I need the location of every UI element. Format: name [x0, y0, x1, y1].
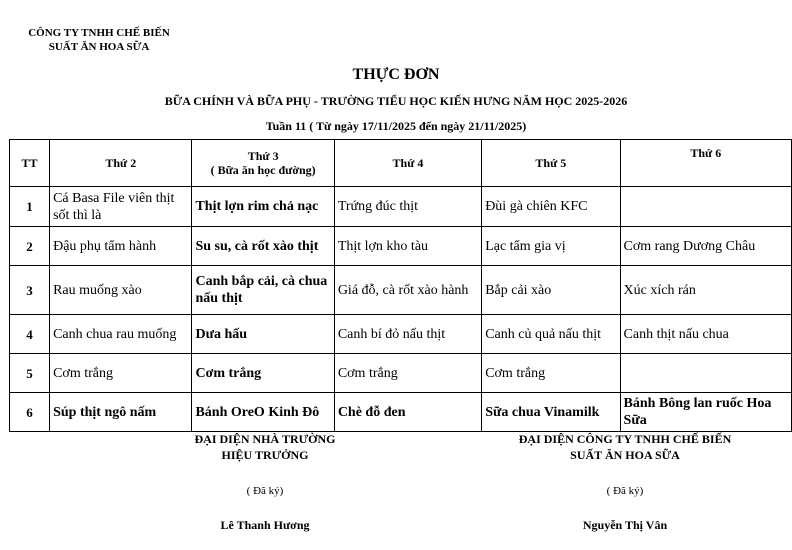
menu-cell-thursday: Cơm trắng: [482, 354, 620, 393]
school-principal-title: HIỆU TRƯỞNG: [221, 448, 309, 462]
menu-cell-friday: Canh thịt nấu chua: [620, 315, 791, 354]
menu-cell-friday: [620, 187, 791, 227]
menu-cell-thursday: Bắp cải xào: [482, 266, 620, 315]
menu-cell-thursday: Đùi gà chiên KFC: [482, 187, 620, 227]
menu-cell-thursday: Canh củ quả nấu thịt: [482, 315, 620, 354]
menu-cell-wednesday: Trứng đúc thịt: [334, 187, 481, 227]
page-subtitle: BỮA CHÍNH VÀ BỮA PHỤ - TRƯỜNG TIỂU HỌC KIẾN HƯNG NĂM HỌC 2025-2026: [164, 94, 628, 108]
header-tuesday: [192, 140, 334, 187]
row-number: 1: [10, 187, 50, 227]
table-row: [10, 266, 792, 315]
company-representative-subtitle: SUẤT ĂN HOA SỮA: [570, 448, 680, 462]
page-title: THỰC ĐƠN: [352, 66, 440, 83]
menu-cell-tuesday: Dưa hấu: [192, 315, 334, 354]
school-representative-title: ĐẠI DIỆN NHÀ TRƯỜNG: [194, 432, 336, 446]
header-monday: Thứ 2: [50, 140, 192, 187]
header-wednesday: Thứ 4: [334, 140, 481, 187]
header-tuesday-note: ( Bữa ăn học đường): [210, 163, 316, 177]
company-representative-title: ĐẠI DIỆN CÔNG TY TNHH CHẾ BIẾN: [518, 432, 732, 446]
menu-cell-wednesday: Canh bí đỏ nấu thịt: [334, 315, 481, 354]
menu-cell-monday: Cơm trắng: [50, 354, 192, 393]
menu-cell-monday: Cá Basa File viên thịt sốt thì là: [50, 187, 192, 227]
school-signed-note: ( Đã ký): [246, 485, 284, 497]
menu-cell-tuesday: Cơm trắng: [192, 354, 334, 393]
menu-cell-tuesday: Canh bắp cải, cà chua nấu thịt: [192, 266, 334, 315]
school-signature-block: [140, 431, 390, 463]
menu-cell-thursday: Sữa chua Vinamilk: [482, 393, 620, 432]
table-header-row: [10, 140, 792, 187]
menu-cell-wednesday: Thịt lợn kho tàu: [334, 227, 481, 266]
table-row: [10, 354, 792, 393]
week-range: Tuần 11 ( Từ ngày 17/11/2025 đến ngày 21/11/2025): [265, 119, 527, 133]
menu-cell-wednesday: Chè đỗ đen: [334, 393, 481, 432]
table-row: [10, 187, 792, 227]
table-row: [10, 227, 792, 266]
menu-cell-monday: Rau muống xào: [50, 266, 192, 315]
header-tuesday-label: Thứ 3: [247, 149, 279, 163]
menu-cell-wednesday: Giá đỗ, cà rốt xào hành: [334, 266, 481, 315]
company-signature-block: [480, 431, 770, 463]
row-number: 4: [10, 315, 50, 354]
school-signer-name: Lê Thanh Hương: [220, 518, 310, 532]
company-signer-name: Nguyễn Thị Vân: [582, 518, 668, 532]
row-number: 2: [10, 227, 50, 266]
company-name: [14, 26, 184, 54]
menu-cell-monday: Đậu phụ tẩm hành: [50, 227, 192, 266]
menu-cell-tuesday: Thịt lợn rim chả nạc: [192, 187, 334, 227]
menu-cell-friday: Bánh Bông lan ruốc Hoa Sữa: [620, 393, 791, 432]
table-row: [10, 393, 792, 432]
menu-cell-thursday: Lạc tẩm gia vị: [482, 227, 620, 266]
menu-cell-wednesday: Cơm trắng: [334, 354, 481, 393]
row-number: 5: [10, 354, 50, 393]
menu-cell-friday: Xúc xích rán: [620, 266, 791, 315]
menu-table: [9, 139, 792, 432]
header-friday: Thứ 6: [620, 140, 791, 187]
row-number: 6: [10, 393, 50, 432]
row-number: 3: [10, 266, 50, 315]
header-thursday: Thứ 5: [482, 140, 620, 187]
table-row: [10, 315, 792, 354]
menu-cell-tuesday: Su su, cà rốt xào thịt: [192, 227, 334, 266]
company-signed-note: ( Đã ký): [606, 485, 644, 497]
menu-cell-friday: [620, 354, 791, 393]
menu-cell-tuesday: Bánh OreO Kinh Đô: [192, 393, 334, 432]
menu-cell-monday: Canh chua rau muống: [50, 315, 192, 354]
header-tt: TT: [10, 140, 50, 187]
menu-cell-monday: Súp thịt ngô nấm: [50, 393, 192, 432]
menu-cell-friday: Cơm rang Dương Châu: [620, 227, 791, 266]
company-line-1: CÔNG TY TNHH CHẾ BIẾN: [28, 27, 170, 39]
company-line-2: SUẤT ĂN HOA SỮA: [48, 41, 150, 53]
